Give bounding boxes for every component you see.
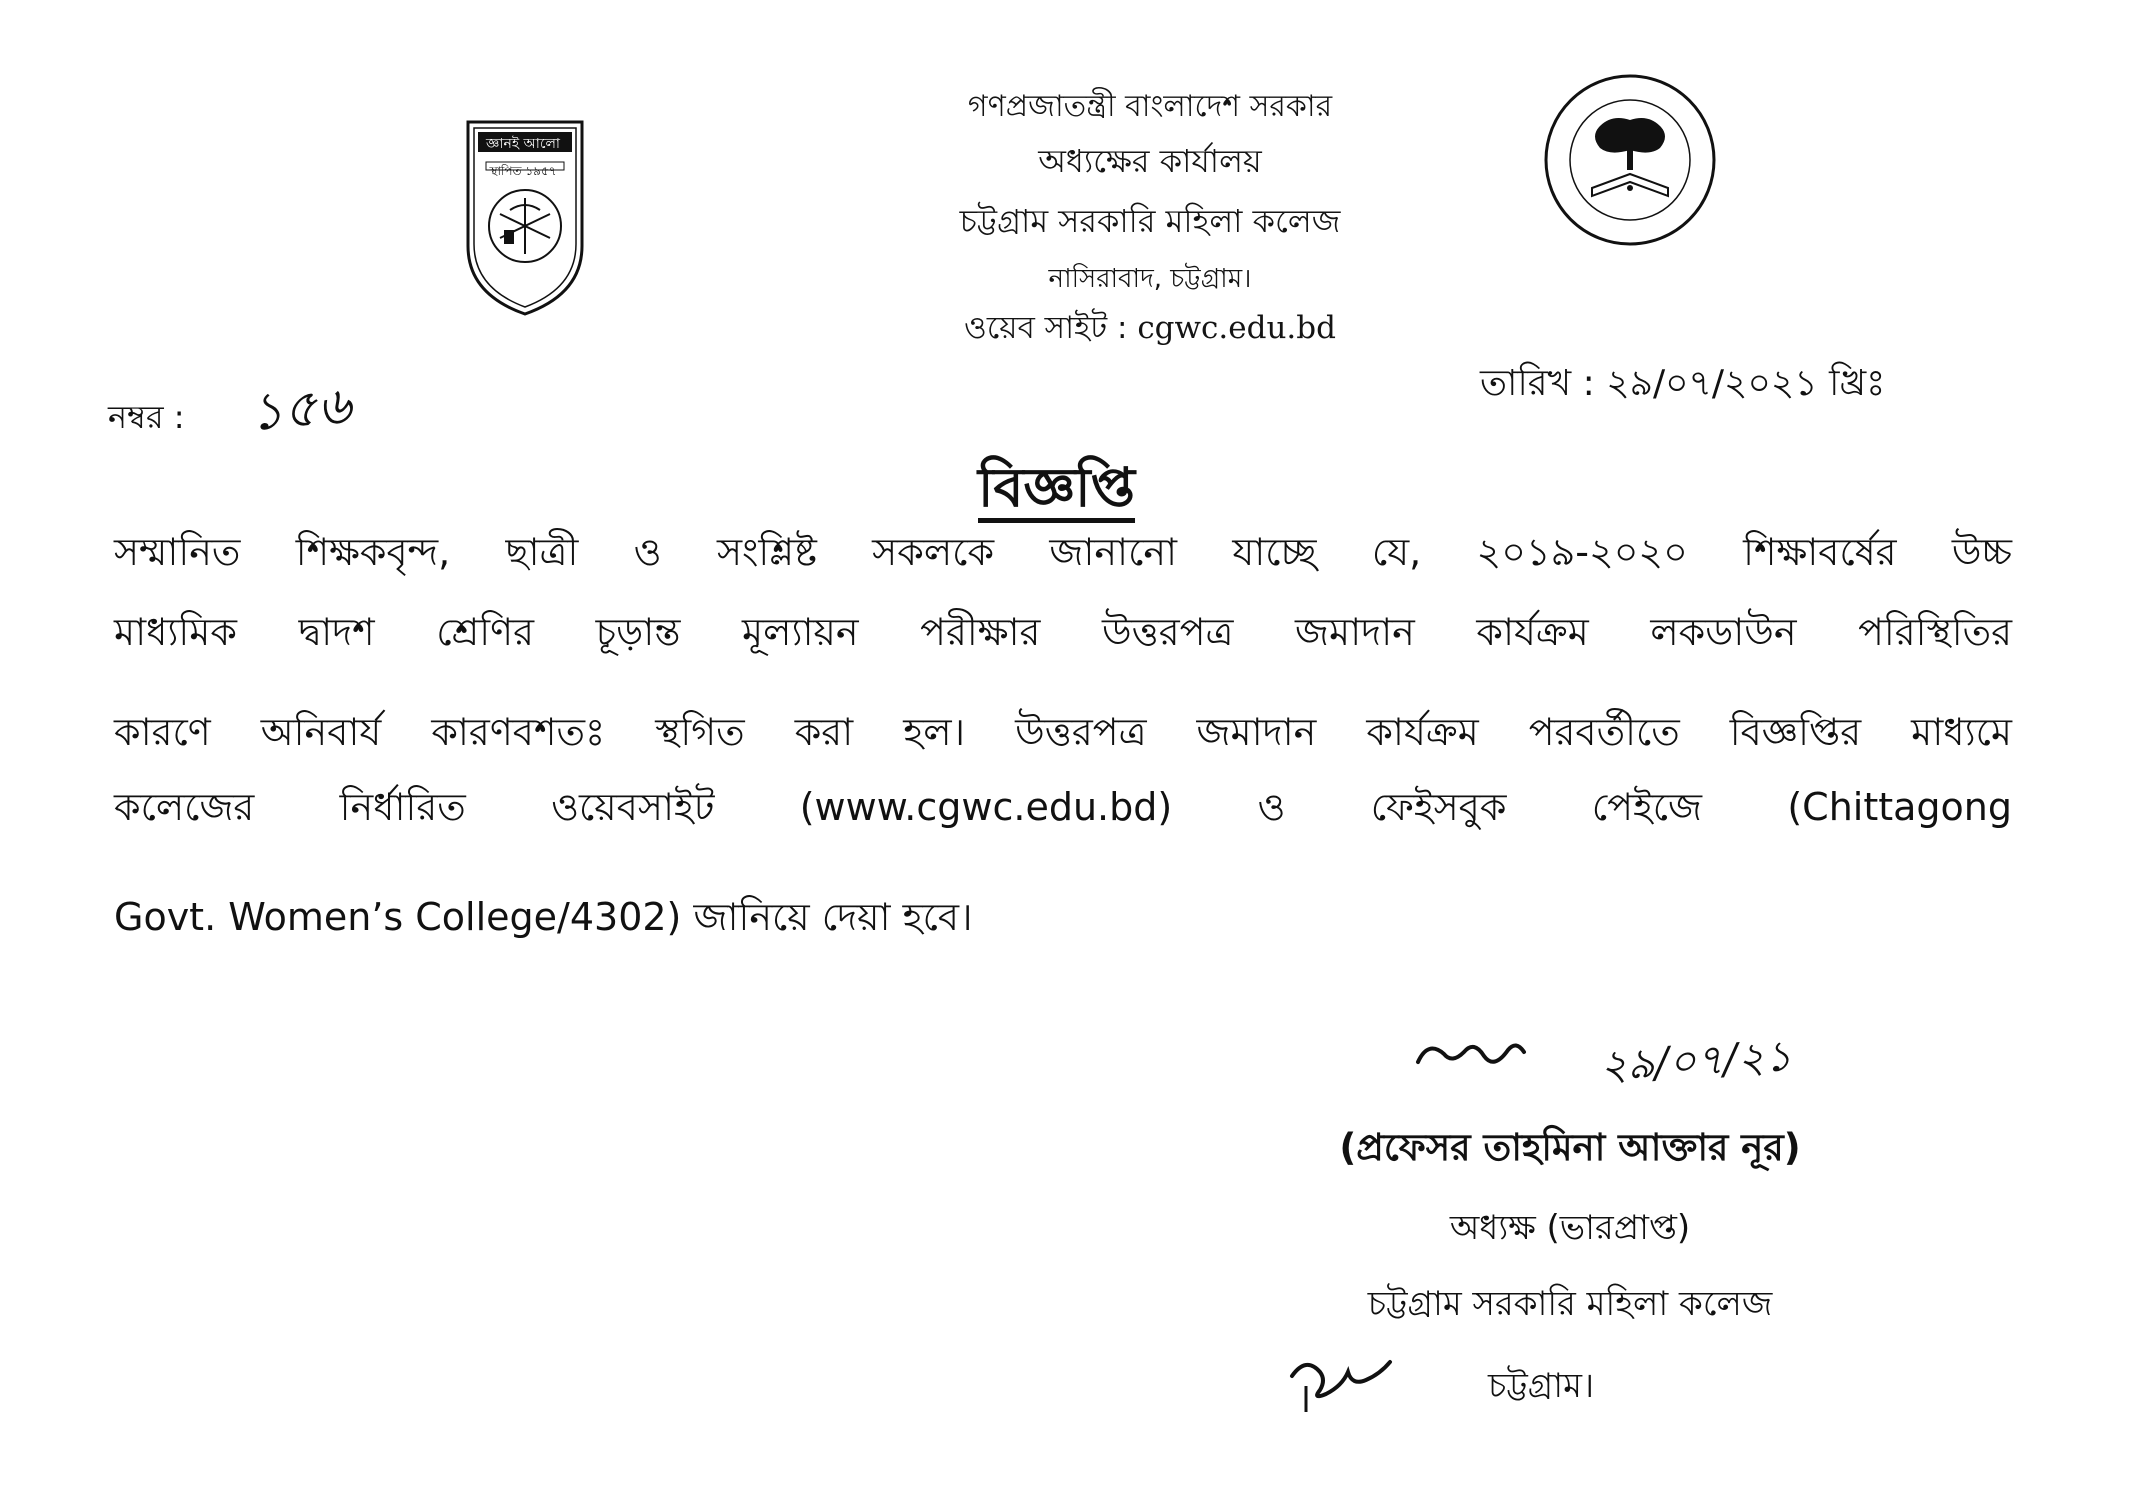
memo-number: ১৫৬ bbox=[247, 376, 353, 443]
website-label: ওয়েব সাইট : bbox=[964, 310, 1138, 346]
initials-scribble-icon bbox=[1282, 1346, 1412, 1430]
signatory-name: (প্রফেসর তাহমিনা আক্তার নূর) bbox=[1339, 1126, 1801, 1169]
body-line-4: কলেজের নির্ধারিত ওয়েবসাইট (www.cgwc.edu.bd) ও ফেইসবুক পেইজে (Chittagong bbox=[114, 785, 2012, 829]
office-header: অধ্যক্ষের কার্যালয় bbox=[1038, 142, 1262, 180]
address-header: নাসিরাবাদ, চট্টগ্রাম। bbox=[1048, 264, 1252, 294]
signatory-designation: অধ্যক্ষ (ভারপ্রাপ্ত) bbox=[1449, 1208, 1691, 1248]
body-line-5: Govt. Women’s College/4302) জানিয়ে দেয়া হবে। bbox=[114, 895, 973, 939]
body-line-3: কারণে অনিবার্য কারণবশতঃ স্থগিত করা হল। উত্তরপত্র জমাদান কার্যক্রম পরবর্তীতে বিজ্ঞপ্তির মাধ্যমে bbox=[114, 710, 2012, 754]
crest-motto: জ্ঞানই আলো bbox=[486, 136, 560, 152]
signatory-institution: চট্টগ্রাম সরকারি মহিলা কলেজ bbox=[1367, 1284, 1773, 1324]
body-line-1: সম্মানিত শিক্ষকবৃন্দ, ছাত্রী ও সংশ্লিষ্ট সকলকে জানানো যাচ্ছে যে, ২০১৯-২০২০ শিক্ষাবর্ষের উচ্চ bbox=[114, 530, 2012, 574]
crest-established: স্থাপিত ১৯৫৭ bbox=[489, 164, 557, 178]
website-link[interactable]: cgwc.edu.bd bbox=[1137, 310, 1336, 346]
memo-label: নম্বর : bbox=[108, 398, 185, 436]
seal-text bbox=[1556, 60, 1557, 61]
website-line bbox=[700, 304, 1600, 356]
notice-title: বিজ্ঞপ্তি bbox=[978, 456, 1136, 519]
shiksha-seal-icon bbox=[1540, 70, 1720, 254]
govt-header: গণপ্রজাতন্ত্রী বাংলাদেশ সরকার bbox=[967, 89, 1333, 124]
notice-date: তারিখ : ২৯/০৭/২০২১ খ্রিঃ bbox=[1480, 363, 1886, 404]
signature-date: ২৯/০৭/২১ bbox=[1598, 1031, 1794, 1090]
signature-scribble-icon bbox=[1410, 1028, 1590, 1092]
signatory-city: চট্টগ্রাম। bbox=[1488, 1366, 1595, 1406]
body-line-2: মাধ্যমিক দ্বাদশ শ্রেণির চূড়ান্ত মূল্যায়ন পরীক্ষার উত্তরপত্র জমাদান কার্যক্রম লকডাউন পরিস্থিতির bbox=[114, 610, 2012, 654]
college-header: চট্টগ্রাম সরকারি মহিলা কলেজ bbox=[959, 202, 1341, 240]
